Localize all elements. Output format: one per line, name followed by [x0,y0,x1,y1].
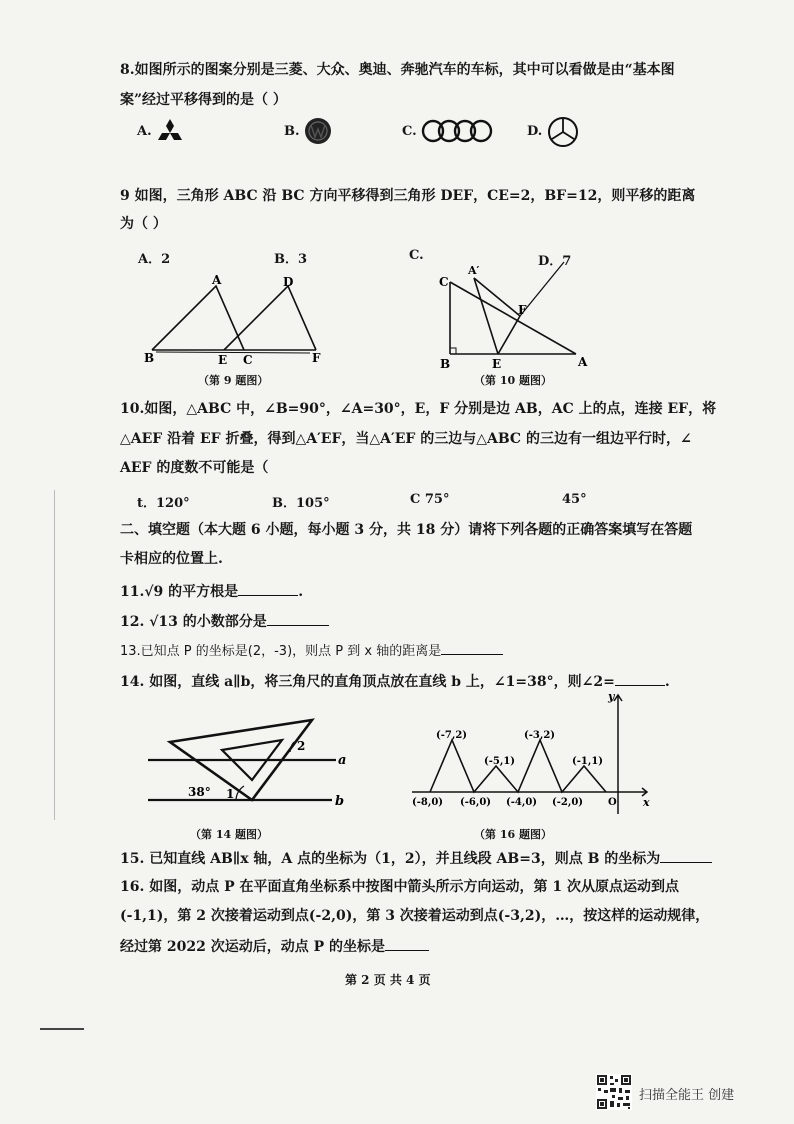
q16-x-label: x [643,796,650,809]
q10-line1: 10.如图，△ABC 中，∠B=90°，∠A=30°，E，F 分别是边 AB，AC 上的点，连接 EF，将 [120,401,717,417]
q9-option-a: A．2 [138,252,171,267]
q16-line3-text: 经过第 2022 次运动后，动点 P 的坐标是 [120,939,385,955]
q16-caption: （第 16 题图） [474,828,552,841]
q15-text: 15. 已知直线 AB∥x 轴，A 点的坐标为（1，2），并且线段 AB=3，则点 B 的坐标为 [120,851,661,867]
q14-angle-1: 1 [226,787,235,801]
q9-line1: 9 如图，三角形 ABC 沿 BC 方向平移得到三角形 DEF，CE=2，BF=12，则平移的距离 [120,188,696,204]
q8-option-d: D. [527,124,543,139]
q16-origin-label: O [608,797,617,808]
q16-axis-point-2: (-6,0) [460,797,492,808]
section2-line2: 卡相应的位置上. [120,551,223,567]
q16-peak-2: (-5,1) [484,756,516,767]
q11 [120,585,303,599]
q9-caption: （第 9 题图） [198,374,269,387]
q11-tail: . [298,584,304,600]
scan-edge-line [54,490,55,820]
q14 [120,675,670,689]
q15-answer-blank[interactable] [660,862,712,863]
q8-line2: 案”经过平移得到的是（ ） [120,92,287,108]
q16-y-label: y [608,690,615,703]
q14-angle-2: 2 [297,739,306,753]
q16-answer-blank[interactable] [385,950,429,951]
q14-label-b: b [335,794,345,809]
volkswagen-logo-icon [303,117,333,147]
scan-mark [40,1028,84,1030]
q9-option-b: B．3 [274,252,308,267]
q9-label-e: E [218,353,228,367]
q10-label-a: A [578,355,588,369]
q11-text: 11.√9 的平方根是 [120,584,239,600]
q14-angle-38: 38° [188,785,211,799]
q16-line2: (-1,1)，第 2 次接着运动到点(-2,0)，第 3 次接着运动到点(-3,2)，…，按这样的运动规律， [120,908,710,924]
q12-text: 12. √13 的小数部分是 [120,614,267,630]
q8-option-b: B. [284,124,300,139]
q14-tail: . [664,674,670,690]
q14-caption: （第 14 题图） [190,828,268,841]
q14-text: 14. 如图，直线 a∥b，将三角尺的直角顶点放在直线 b 上，∠1=38°，则∠2= [120,674,615,690]
q14-answer-blank[interactable] [615,685,665,686]
watermark-text: 扫描全能王 创建 [639,1088,735,1103]
mercedes-logo-icon [547,116,581,148]
q9-label-a: A [212,273,222,287]
q9-label-d: D [283,275,294,289]
q16-axis-point-1: (-8,0) [412,797,444,808]
q16-line1: 16. 如图，动点 P 在平面直角坐标系中按图中箭头所示方向运动，第 1 次从原点运动到点 [120,879,679,895]
q8-line1: 8.如图所示的图案分别是三菱、大众、奥迪、奔驰汽车的车标，其中可以看做是由“基本图 [120,62,675,78]
q10-figure [436,258,596,370]
q10-label-f: F [518,303,527,317]
q10-label-a-prime: A′ [468,264,480,277]
q10-label-b: B [440,357,451,371]
q13-answer-blank[interactable] [441,654,503,655]
q8-option-a: A. [137,124,152,139]
q16-axis-point-4: (-2,0) [552,797,584,808]
q10-line3: AEF 的度数不可能是（ [120,460,269,476]
q9-option-d: D．7 [538,254,572,269]
q10-line2: △AEF 沿着 EF 折叠，得到△A′EF，当△A′EF 的三边与△ABC 的三边有一组边平行时，∠ [120,431,692,447]
q14-label-a: a [338,753,347,768]
q10-option-c: C 75° [410,492,450,507]
q9-label-b: B [144,351,155,365]
q16-peak-1: (-7,2) [436,730,468,741]
audi-logo-icon [421,118,493,146]
q9-label-f: F [312,351,321,365]
q13 [120,645,503,658]
section2-line1: 二、填空题（本大题 6 小题，每小题 3 分，共 18 分）请将下列各题的正确答案填写在答题 [120,522,693,538]
q10-caption: （第 10 题图） [474,374,552,387]
q13-text: 13.已知点 P 的坐标是(2，-3)，则点 P 到 x 轴的距离是 [120,644,442,659]
q16-figure [406,692,656,818]
q15 [120,852,712,866]
q16-peak-4: (-1,1) [572,756,604,767]
q12-answer-blank[interactable] [267,625,329,626]
q9-line2: 为（ ） [120,216,167,232]
q10-option-b: B．105° [272,496,330,511]
q9-label-c: C [243,353,253,367]
q9-option-c: C. [409,248,424,263]
q16-peak-3: (-3,2) [524,730,556,741]
mitsubishi-logo-icon [153,117,187,145]
q16-axis-point-3: (-4,0) [506,797,538,808]
q8-option-c: C. [402,124,417,139]
q10-option-a: t．120° [137,496,190,511]
q11-answer-blank[interactable] [238,595,298,596]
qr-code-icon [596,1074,632,1110]
q10-label-e: E [492,357,502,371]
q10-label-c: C [439,275,449,289]
q14-figure [140,712,350,820]
q16-line3 [120,940,429,954]
q12 [120,615,329,629]
q10-option-d: 45° [562,492,587,507]
q9-figure [140,272,330,372]
page-number: 第 2 页 共 4 页 [345,973,431,987]
